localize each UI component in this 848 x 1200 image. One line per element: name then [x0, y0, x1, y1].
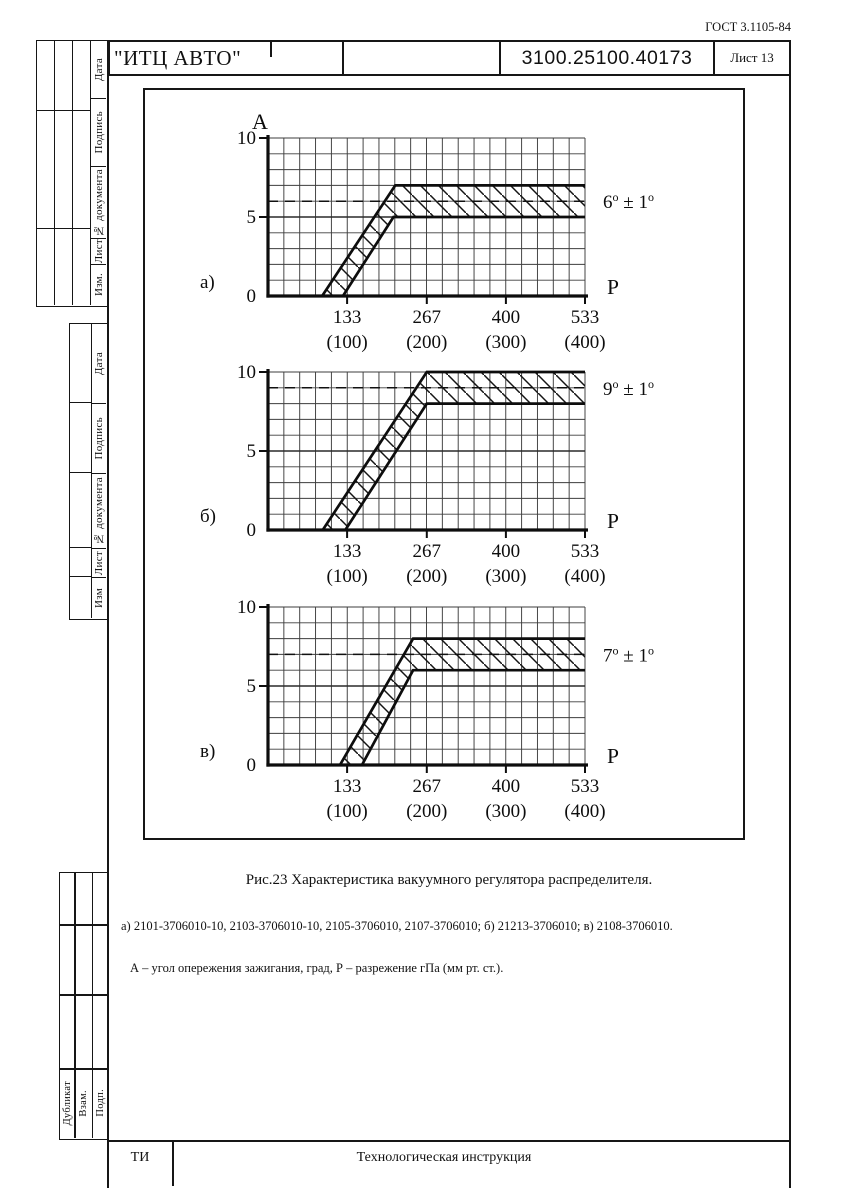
svg-text:5: 5 [246, 207, 256, 228]
svg-text:10: 10 [237, 597, 256, 618]
sidebar-label-data: Дата [92, 57, 105, 82]
svg-text:10: 10 [237, 128, 256, 149]
svg-text:(300): (300) [485, 566, 527, 587]
sidebar-label-duplicate: Дубликат [61, 1080, 73, 1126]
revision-block-upper [36, 40, 108, 307]
gost-standard-label: ГОСТ 3.1105-84 [705, 20, 791, 34]
sidebar-label-signature-2: Подпись [92, 403, 106, 473]
grid-line [70, 576, 91, 578]
grid-line [70, 547, 91, 549]
svg-text:(300): (300) [485, 801, 527, 822]
svg-text:P: P [607, 744, 619, 768]
svg-text:533: 533 [570, 541, 600, 562]
svg-text:267: 267 [412, 776, 442, 797]
svg-text:5: 5 [246, 676, 256, 697]
footer-divider [107, 1140, 791, 1142]
svg-text:5: 5 [246, 441, 256, 462]
figure-caption: Рис.23 Характеристика вакуумного регулятора распределителя. [245, 872, 653, 888]
svg-text:6o ± 1o: $6^o \pm 1^o$ [603, 190, 654, 214]
header-empty-cell [344, 42, 501, 74]
svg-text:267: 267 [412, 541, 442, 562]
grid-line [60, 994, 107, 996]
revision-block-lower [69, 323, 108, 620]
svg-text:б): б) [200, 506, 216, 527]
sidebar-label-sheet: Лист [92, 239, 105, 264]
svg-text:0: 0 [246, 755, 256, 776]
content-right-border [789, 40, 791, 1188]
svg-text:133: 133 [332, 307, 362, 328]
sidebar-label-signature: Подпись [91, 98, 106, 166]
grid-line [54, 41, 56, 305]
svg-text:(200): (200) [406, 801, 448, 822]
svg-text:а): а) [200, 272, 215, 293]
sidebar-label-doc-number-2: № документа [92, 473, 106, 548]
chart-v [160, 574, 760, 826]
document-number: 3100.25100.40173 [501, 42, 715, 74]
grid-line [72, 41, 74, 305]
sidebar-label-data-2: Дата [93, 351, 105, 376]
svg-text:в): в) [200, 741, 216, 762]
figure-models-list: а) 2101-3706010-10, 2103-3706010-10, 2105-3706010, 2107-3706010; б) 21213-3706010; в) 2108-3706010. [121, 919, 673, 933]
svg-text:(400): (400) [564, 566, 606, 587]
title-block-header [108, 40, 791, 76]
figure-legend: А – угол опережения зажигания, град, Р – разрежение гПа (мм рт. ст.). [130, 961, 504, 975]
svg-text:400: 400 [491, 776, 521, 797]
grid-line [37, 110, 90, 112]
svg-text:533: 533 [570, 776, 600, 797]
svg-text:7o ± 1o: $7^o \pm 1^o$ [603, 643, 654, 667]
document-type-code: ТИ [130, 1150, 150, 1165]
svg-text:(100): (100) [326, 566, 368, 587]
svg-text:133: 133 [332, 776, 362, 797]
svg-text:P: P [607, 275, 619, 299]
chart-a [160, 105, 760, 357]
grid-line [60, 924, 107, 926]
svg-text:P: P [607, 509, 619, 533]
document-type-title: Технологическая инструкция [356, 1150, 532, 1165]
svg-text:10: 10 [237, 362, 256, 383]
sidebar-label-doc-number: № документа [91, 166, 106, 238]
sheet-number: Лист 13 [730, 50, 774, 65]
svg-text:(100): (100) [326, 332, 368, 353]
svg-text:267: 267 [412, 307, 442, 328]
svg-text:(400): (400) [564, 332, 606, 353]
svg-text:(300): (300) [485, 332, 527, 353]
svg-text:400: 400 [491, 307, 521, 328]
grid-line [70, 402, 91, 404]
svg-text:0: 0 [246, 520, 256, 541]
svg-text:(400): (400) [564, 801, 606, 822]
sidebar-label-sheet-2: Лист [92, 548, 106, 577]
svg-text:400: 400 [491, 541, 521, 562]
stamp-tick-mark [270, 42, 272, 57]
sidebar-label-rev: Изм. [91, 264, 106, 305]
chart-b [160, 339, 760, 591]
svg-text:(200): (200) [406, 332, 448, 353]
sidebar-label-podp: Подп. [94, 1089, 106, 1117]
svg-text:(100): (100) [326, 801, 368, 822]
svg-text:0: 0 [246, 286, 256, 307]
sidebar-label-rev-2: Изм [92, 577, 106, 618]
grid-line [70, 472, 91, 474]
svg-text:133: 133 [332, 541, 362, 562]
svg-text:(200): (200) [406, 566, 448, 587]
organization-name: "ИТЦ АВТО" [110, 42, 344, 74]
svg-text:533: 533 [570, 307, 600, 328]
svg-text:A: A [252, 109, 268, 134]
grid-line [37, 228, 90, 230]
duplicate-block [59, 872, 108, 1140]
sidebar-label-vzam: Взам. [78, 1089, 89, 1117]
svg-text:9o ± 1o: $9^o \pm 1^o$ [603, 376, 654, 400]
